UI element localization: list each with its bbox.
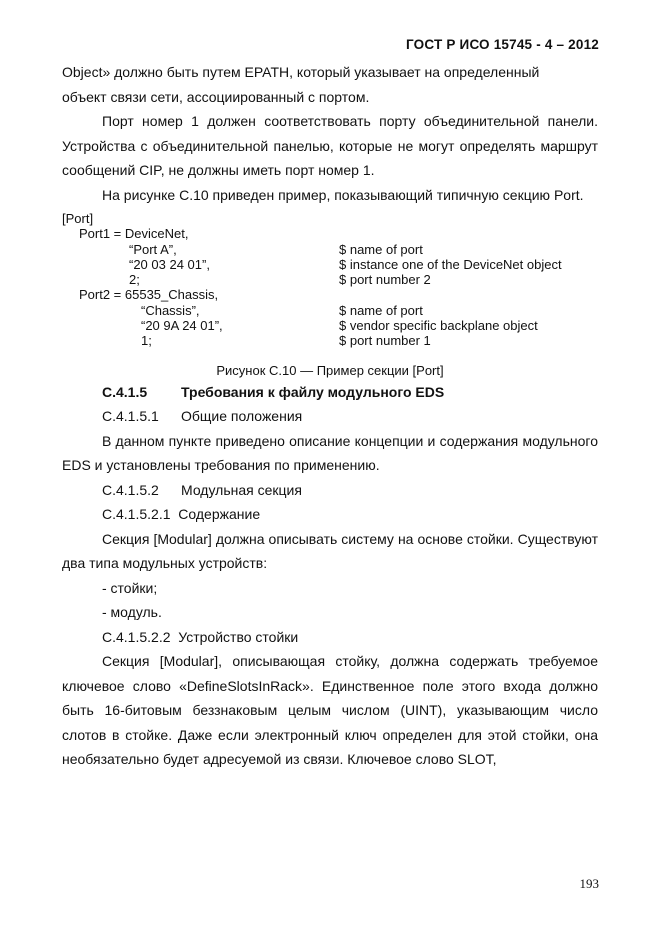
section-number: С.4.1.5.2.1 — [102, 506, 171, 523]
code-port2-path-comment: $ vendor specific backplane object — [339, 318, 538, 334]
section-title: Модульная секция — [181, 481, 302, 498]
paragraph-port-number: Порт номер 1 должен соответствовать порту объединительной панели. Устройства с объединительной панелью, которые не могут определять маршрут сообщений CIP, не должны иметь порт номер 1. — [62, 113, 598, 178]
section-title: Требования к файлу модульного EDS — [181, 383, 445, 400]
paragraph-figure-ref: На рисунке С.10 приведен пример, показывающий типичную секцию Port. — [102, 186, 584, 203]
code-port1-path-comment: $ instance one of the DeviceNet object — [339, 256, 562, 272]
code-port2-path: “20 9A 24 01”, — [141, 318, 223, 334]
list-item: - стойки; — [102, 579, 158, 596]
section-heading-c4-1-5-2 — [62, 478, 598, 503]
code-port1-num: 2; — [129, 272, 140, 288]
section-heading-c4-1-5 — [62, 380, 598, 405]
paragraph-general: В данном пункте приведено описание концепции и содержания модульного EDS и установлены требования по применению. — [62, 432, 598, 474]
section-title: Устройство стойки — [178, 628, 299, 645]
section-heading-c4-1-5-2-1 — [62, 502, 598, 527]
section-number: С.4.1.5.2.2 — [102, 628, 171, 645]
section-title: Содержание — [178, 506, 261, 523]
paragraph-continuation-line2: объект связи сети, ассоциированный с портом. — [62, 88, 370, 105]
code-port2-num-comment: $ port number 1 — [339, 333, 431, 349]
paragraph-continuation-line1: Object» должно быть путем EPATH, который указывает на определенный — [62, 64, 540, 80]
section-heading-c4-1-5-1 — [62, 404, 598, 429]
paragraph-modular-section: Секция [Modular] должна описывать систему на основе стойки. Существуют два типа модульных устройств: — [62, 530, 598, 572]
code-port1-name: “Port A”, — [129, 241, 177, 257]
paragraph-rack-device: Секция [Modular], описывающая стойку, должна содержать требуемое ключевое слово «DefineSlotsInRack». Единственное поле этого входа должно быть 16-битовым беззнаковым целым числом (UINT), указывающим число слотов в стойке. Даже если электронный ключ определен для этой стойки, она необязательно будет адресуемой из связи. Ключевое слово SLOT, — [62, 653, 598, 768]
code-port1-name-comment: $ name of port — [339, 241, 423, 257]
code-port1-decl: Port1 = DeviceNet, — [79, 226, 189, 242]
document-code-header: ГОСТ Р ИСО 15745 - 4 – 2012 — [406, 37, 599, 52]
page-body — [62, 60, 598, 772]
code-port2-name: “Chassis”, — [141, 302, 200, 318]
code-header: [Port] — [62, 211, 94, 226]
section-number: С.4.1.5.1 — [102, 408, 159, 425]
code-port2-num: 1; — [141, 333, 152, 349]
code-listing-port — [62, 211, 598, 349]
section-number: С.4.1.5.2 — [102, 481, 159, 498]
section-heading-c4-1-5-2-2 — [62, 625, 598, 650]
code-port1-path: “20 03 24 01”, — [129, 256, 210, 272]
figure-caption: Рисунок С.10 — Пример секции [Port] — [216, 362, 444, 378]
section-title: Общие положения — [181, 408, 303, 425]
list-item: - модуль. — [102, 604, 162, 621]
code-port2-name-comment: $ name of port — [339, 302, 423, 318]
code-port1-num-comment: $ port number 2 — [339, 272, 431, 288]
code-port2-decl: Port2 = 65535_Chassis, — [79, 287, 219, 303]
section-number: С.4.1.5 — [102, 383, 148, 400]
page-number: 193 — [579, 876, 599, 891]
